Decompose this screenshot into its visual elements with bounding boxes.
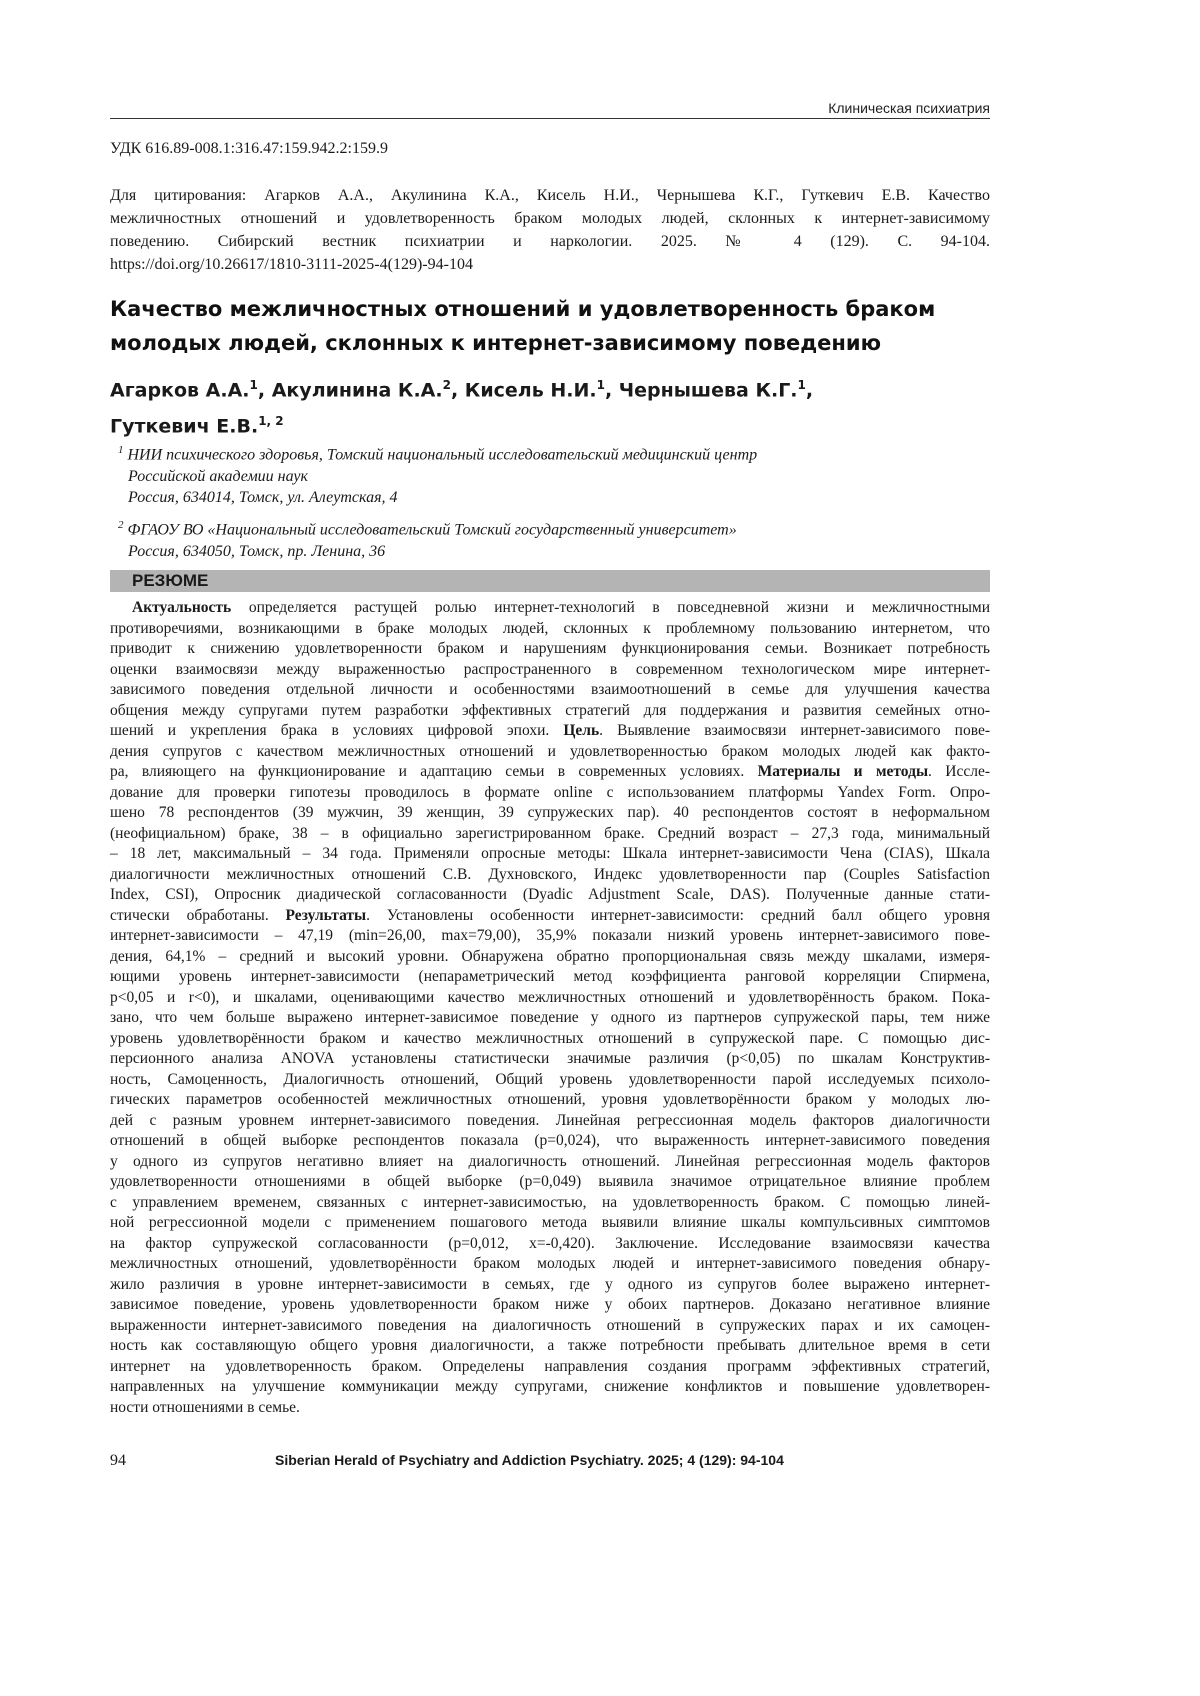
abstract-text: гических параметров особенностей межличностных отношений, уровня удовлетворённости браком у молодых лю- [110, 1091, 990, 1108]
abstract-line [110, 1131, 990, 1152]
abstract-line [110, 803, 990, 824]
abstract-line [110, 824, 990, 845]
citation-block [110, 184, 990, 276]
abstract-line [110, 885, 990, 906]
abstract-text: дование для проверки гипотезы проводилось в формате online с использованием платформы Yandex Form. Опро- [110, 783, 990, 801]
abstract-line [110, 721, 990, 742]
abstract-text: жило различия в уровне интернет-зависимости в семьях, где у одного из супругов более выражено интернет- [110, 1275, 990, 1293]
author-name: Кисель Н.И. [464, 379, 597, 402]
abstract-line [110, 1172, 990, 1193]
abstract-line [110, 1316, 990, 1337]
abstract-text: определяется растущей ролью интернет-технологий в повседневной жизни и межличностными [231, 599, 990, 616]
abstract-line [110, 988, 990, 1009]
abstract-line [110, 1008, 990, 1029]
author-name: Чернышева К.Г. [618, 379, 798, 402]
abstract-line [110, 844, 990, 865]
citation-line: Для цитирования: Агарков А.А., Акулинина К.А., Кисель Н.И., Чернышева К.Г., Гуткевич Е.В. Качество [110, 187, 990, 204]
abstract-line [110, 1275, 990, 1296]
abstract-line [110, 1152, 990, 1173]
author-affiliation-mark: 1 [797, 378, 806, 392]
abstract-line [110, 1090, 990, 1111]
abstract-text: дения супругов с качеством межличностных отношений и удовлетворенностью браком молодых людей как факто- [110, 742, 990, 760]
abstract-line [110, 1111, 990, 1132]
abstract-text: p<0,05 и r<0), и шкалами, оценивающими качество межличностных отношений и удовлетворённость браком. Пока- [110, 988, 990, 1006]
abstract-line [110, 660, 990, 681]
abstract-line [110, 865, 990, 886]
abstract-line [110, 1398, 990, 1419]
abstract-line [110, 1336, 990, 1357]
abstract-line [110, 1029, 990, 1050]
abstract-line [110, 906, 990, 927]
resume-heading: РЕЗЮМЕ [132, 571, 209, 590]
abstract-text: . Иссле- [928, 763, 990, 780]
resume-heading-bar [110, 570, 990, 592]
abstract-text: ющими уровень интернет-зависимости (непараметрический метод коэффициента ранговой корреляции Спирмена, [110, 968, 990, 985]
abstract-line [110, 680, 990, 701]
abstract-text: диалогичности межличностных отношений С.В. Духновского, Индекс удовлетворенности пар (Couples Satisfaction [110, 865, 990, 883]
affiliation-2 [118, 515, 978, 562]
header-divider [110, 118, 990, 119]
affiliation-1 [118, 440, 978, 509]
affiliation-mark: 2 [118, 519, 124, 531]
author-name: Акулинина К.А. [271, 379, 443, 402]
author-list: Агарков А.А.$^1$, Акулинина К.А.$^2$, Кисель Н.И.$^1$, Чернышева К.Г.$^1$, Гуткевич Е.В.$^{1, 2}$ [110, 378, 814, 438]
abstract-line [110, 701, 990, 722]
citation-doi-link[interactable]: https://doi.org/10.26617/1810-3111-2025-4(129)-94-104 [110, 256, 473, 273]
abstract-line [110, 742, 990, 763]
affiliation-address: Россия, 634014, Томск, ул. Алеутская, 4 [128, 489, 398, 507]
abstract-body [110, 598, 990, 1418]
abstract-text: персионного анализа ANOVA установлены статистически значимые различия (p<0,05) по шкалам Конструктив- [110, 1050, 990, 1067]
abstract-text: уровень удовлетворённости браком и качество межличностных отношений в супружеской паре. С помощью дис- [110, 1029, 990, 1047]
abstract-line [110, 1234, 990, 1255]
author-affiliation-mark: 1 [596, 378, 605, 392]
abstract-text: ра, влияющего на функционирование и адаптацию семьи в современных условиях. [110, 763, 758, 780]
citation-line: межличностных отношений и удовлетворенность браком молодых людей, склонных к интернет-зависимому [110, 210, 990, 227]
abstract-line [110, 619, 990, 640]
abstract-section-label: Результаты [285, 906, 367, 924]
abstract-text: ность, Самоценность, Диалогичность отношений, Общий уровень удовлетворенности парой исследуемых психоло- [110, 1070, 990, 1088]
abstract-text: зано, что чем больше выражено интернет-зависимое поведение у одного из партнеров супружеской пары, тем ниже [110, 1009, 990, 1026]
affiliation-mark: 1 [118, 444, 124, 456]
affiliation-line: ФГАОУ ВО «Национальный исследовательский Томский государственный университет» [127, 521, 737, 539]
footer-journal-reference: Siberian Herald of Psychiatry and Addiction Psychiatry. 2025; 4 (129): 94-104 [275, 1452, 784, 1468]
abstract-line [110, 1357, 990, 1378]
abstract-line [110, 1295, 990, 1316]
author-affiliation-mark: 2 [442, 378, 451, 392]
author-name: Гуткевич Е.В. [110, 415, 259, 438]
abstract-line [110, 1377, 990, 1398]
abstract-text: ности отношениями в семье. [110, 1398, 300, 1416]
abstract-text: . Выявление взаимосвязи интернет-зависимого пове- [599, 722, 990, 739]
article-title [110, 292, 990, 360]
author-affiliation-mark: 1, 2 [258, 414, 284, 429]
abstract-text: направленных на улучшение коммуникации между супругами, снижение конфликтов и повышение удовлетворен- [110, 1378, 990, 1395]
author-name: Агарков А.А. [110, 379, 250, 402]
abstract-text: с управлением временем, связанных с интернет-зависимостью, на удовлетворенность браком. С помощью линей- [110, 1193, 990, 1211]
abstract-text: Index, CSI), Опросник диадической согласованности (Dyadic Adjustment Scale, DAS). Полученные данные стати- [110, 886, 990, 903]
title-line: Качество межличностных отношений и удовлетворенность браком [110, 297, 936, 321]
title-line: молодых людей, склонных к интернет-зависимому поведению [110, 331, 882, 355]
author-affiliation-mark: 1 [249, 378, 258, 392]
abstract-line [110, 1193, 990, 1214]
abstract-text: – 18 лет, максимальный – 34 года. Применяли опросные методы: Шкала интернет-зависимости Чена (CIAS), Шкала [110, 845, 990, 862]
abstract-section-label: Актуальность [132, 599, 232, 616]
affiliation-line: Российской академии наук [128, 467, 308, 485]
affiliation-line: НИИ психического здоровья, Томский национальный исследовательский медицинский центр [127, 446, 758, 464]
abstract-text: отношений в общей выборке респондентов показала (p=0,024), что выраженность интернет-зависимого поведения [110, 1132, 990, 1149]
affiliation-address: Россия, 634050, Томск, пр. Ленина, 36 [128, 542, 386, 560]
abstract-text: общения между супругами путем разработки эффективных стратегий для поддержания и развития семейных отно- [110, 701, 990, 719]
abstract-text: противоречиями, возникающими в браке молодых людей, склонных к проблемному пользованию интернетом, что [110, 619, 990, 637]
page-number: 94 [110, 1452, 126, 1469]
abstract-line [110, 1070, 990, 1091]
abstract-text: зависимого поведения отдельной личности и особенностями взаимоотношений в семье для улучшения качества [110, 681, 990, 698]
abstract-text: зависимое поведение, уровень удовлетворенности браком ниже у обоих партнеров. Доказано негативное влияние [110, 1296, 990, 1313]
abstract-line [110, 762, 990, 783]
abstract-text: . Установлены особенности интернет-зависимости: средний балл общего уровня [366, 906, 990, 924]
abstract-text: интернет на удовлетворенность браком. Определены направления создания программ эффективных стратегий, [110, 1357, 990, 1375]
abstract-text: межличностных отношений, удовлетворённости браком молодых людей и интернет-зависимого поведения обнару- [110, 1255, 990, 1272]
abstract-text: шено 78 респондентов (39 мужчин, 39 женщин, 39 супружеских пар). 40 респондентов состоят в неформальном [110, 804, 990, 821]
abstract-text: дей с разным уровнем интернет-зависимого поведения. Линейная регрессионная модель факторов диалогичности [110, 1111, 990, 1129]
abstract-section-label: Цель [563, 722, 600, 739]
abstract-line [110, 1049, 990, 1070]
abstract-text: на фактор супружеской согласованности (p=0,012, x=-0,420). Заключение. Исследование взаимосвязи качества [110, 1234, 990, 1252]
abstract-text: удовлетворенности отношениями в общей выборке (p=0,049) выявила значимое отрицательное влияние проблем [110, 1173, 990, 1190]
udk-code: УДК 616.89-008.1:316.47:159.942.2:159.9 [110, 140, 388, 157]
abstract-line [110, 967, 990, 988]
abstract-text: выраженности интернет-зависимого поведения на диалогичность отношений в супружеских парах и их самоцен- [110, 1316, 990, 1334]
abstract-text: у одного из супругов негативно влияет на диалогичность отношений. Линейная регрессионная модель факторов [110, 1152, 990, 1170]
abstract-line [110, 1254, 990, 1275]
running-head: Клиническая психиатрия [828, 100, 990, 116]
citation-line: поведению. Сибирский вестник психиатрии и наркологии. 2025. № 4 (129). С. 94-104. [110, 233, 990, 250]
abstract-text: приводит к снижению удовлетворенности браком и нарушениям функционирования семьи. Возникает потребность [110, 640, 990, 657]
abstract-line [110, 598, 990, 619]
abstract-text: дения, 64,1% – средний и высокий уровни. Обнаружена обратно пропорциональная связь между шкалами, измеря- [110, 947, 990, 965]
abstract-line [110, 926, 990, 947]
abstract-text: (неофициальном) браке, 38 – в официально зарегистрированном браке. Средний возраст – 27,3 года, минимальный [110, 824, 990, 842]
abstract-text: ной регрессионной модели с применением пошагового метода выявили влияние шкалы компульсивных симптомов [110, 1214, 990, 1231]
abstract-text: стически обработаны. [110, 906, 286, 924]
abstract-line [110, 639, 990, 660]
abstract-line [110, 947, 990, 968]
abstract-text: ность как составляющую общего уровня диалогичности, а также потребности пребывать длительное время в сети [110, 1337, 990, 1354]
abstract-text: шений и укрепления брака в условиях цифровой эпохи. [110, 722, 564, 739]
abstract-text: интернет-зависимости – 47,19 (min=26,00, max=79,00), 35,9% показали низкий уровень интернет-зависимого пове- [110, 927, 990, 944]
abstract-line [110, 783, 990, 804]
abstract-text: оценки взаимосвязи между выраженностью распространенного в современном технологическом мире интернет- [110, 660, 990, 678]
abstract-section-label: Материалы и методы [757, 763, 929, 780]
abstract-line [110, 1213, 990, 1234]
